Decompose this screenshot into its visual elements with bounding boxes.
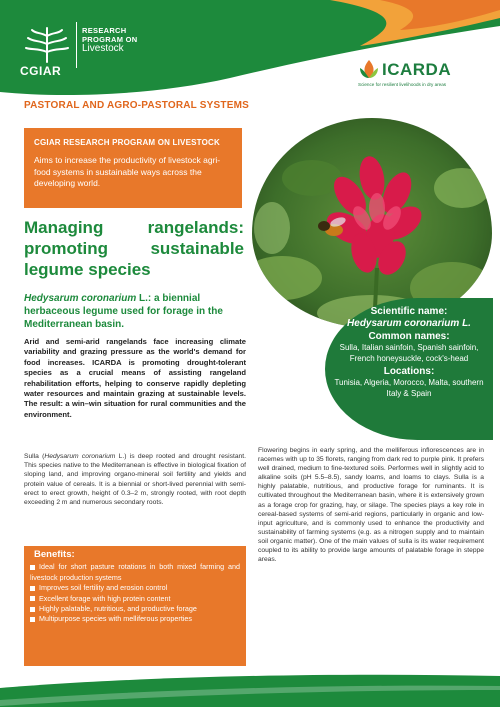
icarda-tagline: Science for resilient livelihoods in dry areas [358,82,447,87]
benefit-item: Multipurpose species with melliferous properties [30,614,240,624]
benefit-item: Excellent forage with high protein content [30,594,240,604]
scientific-name-heading: Scientific name: [370,306,448,317]
bullet-square-icon [30,617,35,622]
common-names-heading: Common names: [368,331,450,342]
bullet-square-icon [30,607,35,612]
body1-species: Hedysarum coronarium [44,453,116,460]
scientific-name-value: Hedysarum coronarium L. [347,318,471,329]
info-panel [332,306,486,399]
icarda-logo [358,56,488,96]
bullet-square-icon [30,586,35,591]
section-title: PASTORAL AND AGRO-PASTORAL SYSTEMS [24,100,249,111]
subtitle-rest: L.: a biennial herbaceous legume used for forage in the Mediterranean basin. [24,293,223,330]
benefit-item: Ideal for short pasture rotations in both mixed farming and livestock production systems [30,562,240,582]
header-divider [76,22,77,68]
locations-heading: Locations: [383,366,435,377]
bullet-square-icon [30,596,35,601]
body1-rest: L.) is deep rooted and drought resistant. This species native to the Mediterranean is effective in biological fixation of sloping land, and improving organo-mineral soil fertility and yields and protein value of cereals. It is a biennial or short-lived perennial with semi-erect to erect growth, height of 0.3–2 m, strongly rooted, with root depth exceeding 2 m and numerous secondary roots. [24,453,246,507]
footer-band [0,668,500,707]
body-paragraph-2: Flowering begins in early spring, and the melliferous inflorescences are in racemes with up to 35 florets, ranging from dark red to purple pink. It prefers well drained, medium to fine-textured soils. Performes well in slightly acid to alkaline soils (pH 5.5–8.5), sandy loams, and loams to clays. Sulla is a highly palatable, nutritious, and productive forage for ruminants. It is cultivated throughout the Mediterranean basin, where it is extensively grown as a forage crop for grazing, hay, or silage. The species plays a key role in cereal-based systems of semi-arid regions, particularly in organic and low-input agriculture, and is commonly used to enhance the productivity and sustainability of farming systems (e.g. as a nitrogen supply and to maintain soil organic matter). One of the main values of sulla is its water requirement coupled to its ability to provide large amounts of palatable forage in steppe areas. [258,447,484,564]
cgiar-wordmark: CGIAR [20,64,62,78]
benefit-item: Highly palatable, nutritious, and productive forage [30,604,240,614]
program-line-1: RESEARCH [82,26,127,35]
benefits-box [24,546,246,666]
abstract-paragraph: Arid and semi-arid rangelands face increasing climate variability and grazing pressure as the world's demand for food increases. ICARDA is promoting drought-tolerant species as a crucial means of assisting rangeland rehabilitation efforts, helping to conserve rapidly depleting water resources and maintain grazing at sustainable levels. The result: a win–win situation for rural communities and the environment. [24,337,246,419]
footer-background [0,668,500,707]
locations-value: Tunisia, Algeria, Morocco, Malta, southern Italy & Spain [334,378,484,398]
program-line-3: Livestock [82,43,124,54]
header-band [0,0,500,92]
subtitle-species: Hedysarum coronarium [24,293,137,304]
benefits-title: Benefits: [34,549,75,560]
icarda-leaf-icon [358,58,380,80]
bullet-square-icon [30,565,35,570]
subtitle [24,292,244,331]
program-box-title: CGIAR RESEARCH PROGRAM ON LIVESTOCK [34,138,220,147]
common-names-value: Sulla, Italian sainfoin, Spanish sainfoin, French honeysuckle, cock's-head [339,343,479,363]
program-box [24,128,242,208]
benefit-item: Improves soil fertility and erosion control [30,583,240,593]
icarda-wordmark: ICARDA [382,60,452,79]
sulla-flower-photo [252,118,492,328]
program-box-text: Aims to increase the productivity of livestock agri-food systems in sustainable ways across the developing world. [34,155,221,188]
body1-prefix: Sulla ( [24,453,45,460]
page-title: Managing rangelands: promoting sustainable legume species [24,218,244,279]
program-line-2: PROGRAM ON [82,35,138,44]
program-name [82,26,138,53]
body-paragraph-1 [24,452,246,507]
